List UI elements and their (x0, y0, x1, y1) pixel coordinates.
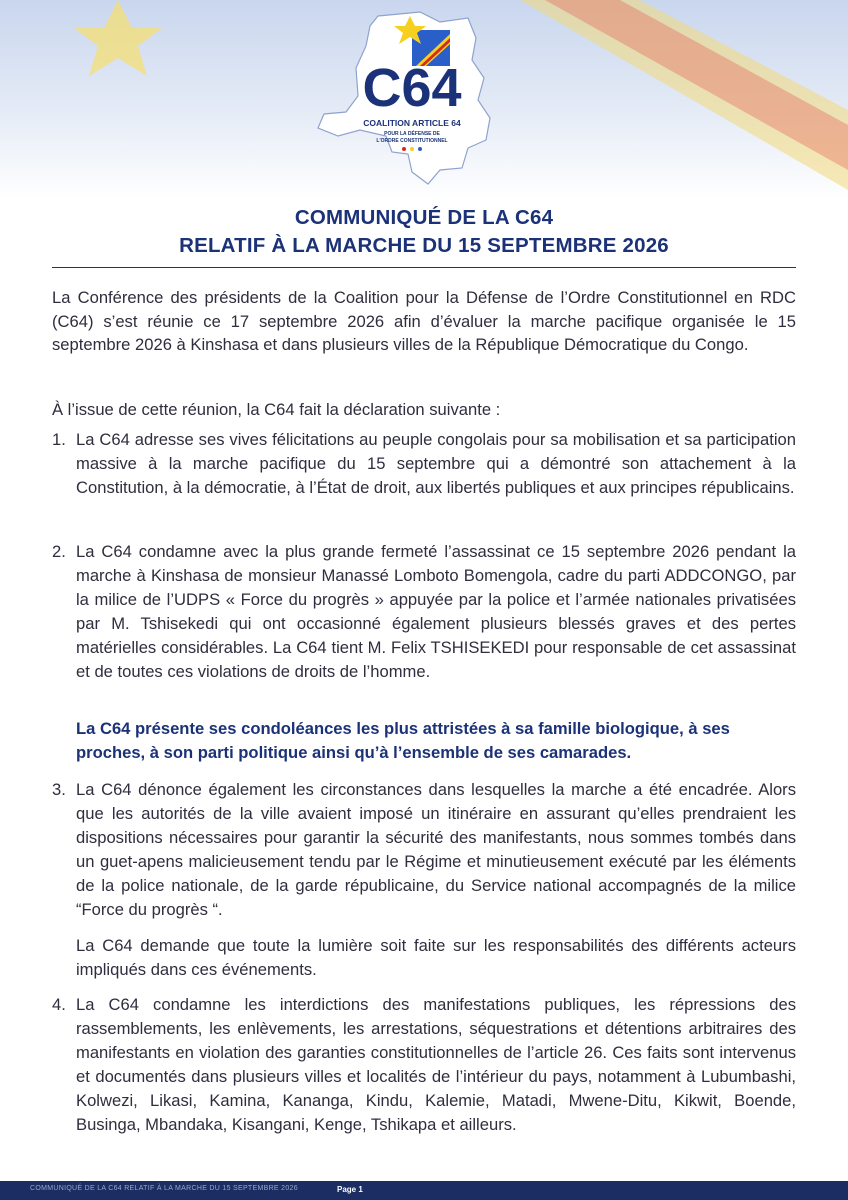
list-item-number: 3. (52, 780, 66, 799)
list-item-number: 1. (52, 430, 66, 449)
c64-logo (300, 8, 530, 198)
page-footer (0, 1181, 848, 1200)
item-followup (52, 934, 796, 982)
list-item-text: La C64 adresse ses vives félicitations au peuple congolais pour sa mobilisation et sa participation massive à la marche pacifique du 15 septembre qui a démontré son attachement à la Constitution, à la démocratie, à l’État de droit, aux libertés publiques et aux principes républicains. (76, 430, 796, 497)
item-followup-text: La C64 demande que toute la lumière soit faite sur les responsabilités des différents acteurs impliqués dans ces événements. (76, 936, 796, 979)
list-item (52, 778, 796, 922)
flag-star-icon (74, 0, 162, 76)
list-item (52, 993, 796, 1137)
page-number: Page 1 (337, 1185, 363, 1194)
declaration-line: À l’issue de cette réunion, la C64 fait la déclaration suivante : (52, 400, 501, 419)
list-item-number: 4. (52, 995, 66, 1014)
logo-line1: COALITION ARTICLE 64 (363, 118, 461, 128)
condolences-statement: La C64 présente ses condoléances les plus attristées à sa famille biologique, à ses proches, à son parti politique ainsi qu’à l’ensemble de ses camarades. (76, 719, 730, 762)
list-item-text: La C64 dénonce également les circonstances dans lesquelles la marche a été encadrée. Alors que les autorités de la ville avaient imposé un itinéraire en assurant qu’elles prendraient les dispositions nécessaires pour garantir la sécurité des manifestants, nous sommes tombés dans un guet-apens malicieusement tendu par le Régime et minutieusement exécuté par les éléments de la police nationale, de la garde républicaine, du Service national accompagnés de la milice “Force du progrès “. (76, 780, 796, 919)
logo-line2: POUR LA DÉFENSE DE (384, 131, 440, 137)
list-item-text: La C64 condamne les interdictions des manifestations publiques, les répressions des rassemblements, les enlèvements, les arrestations, séquestrations et détentions arbitraires des manifestants en violation des garanties constitutionnelles de l’article 26. Ces faits sont intervenus et documentés dans plusieurs villes et localités de l’intérieur du pays, notamment à Lubumbashi, Kolwezi, Likasi, Kamina, Kananga, Kindu, Kalemie, Matadi, Mwene-Ditu, Kikwit, Boende, Businga, Mbandaka, Kisangani, Kenge, Tshikapa et ailleurs. (76, 995, 796, 1134)
logo-mark: C64 (362, 58, 462, 118)
footer-caption: COMMUNIQUÉ DE LA C64 RELATIF À LA MARCHE DU 15 SEPTEMBRE 2026 (30, 1185, 298, 1192)
list-item (52, 540, 796, 684)
page-subtitle: RELATIF À LA MARCHE DU 15 SEPTEMBRE 2026 (179, 234, 669, 257)
intro-paragraph: La Conférence des présidents de la Coalition pour la Défense de l’Ordre Constitutionnel en RDC (C64) s’est réunie ce 17 septembre 2026 afin d’évaluer la marche pacifique organisée le 15 septembre 2026 à Kinshasa et dans plusieurs villes de la République Démocratique du Congo. (52, 288, 796, 354)
list-item-text: La C64 condamne avec la plus grande fermeté l’assassinat ce 15 septembre 2026 pendant la marche à Kinshasa de monsieur Manassé Lomboto Bomengola, cadre du parti ADDCONGO, par la milice de l’UDPS « Force du progrès » appuyée par la police et l’armée nationales privatisées par M. Tshisekedi qui ont occasionné également plusieurs blessés graves et des pertes matérielles considérables. La C64 tient M. Felix TSHISEKEDI pour responsable de cet assassinat et de toutes ces violations de droits de l’homme. (76, 542, 796, 681)
list-item-number: 2. (52, 542, 66, 561)
page-title: COMMUNIQUÉ DE LA C64 (294, 206, 554, 229)
list-item (52, 428, 796, 500)
logo-line3: L'ORDRE CONSTITUTIONNEL (376, 138, 448, 144)
title-divider (52, 267, 796, 268)
